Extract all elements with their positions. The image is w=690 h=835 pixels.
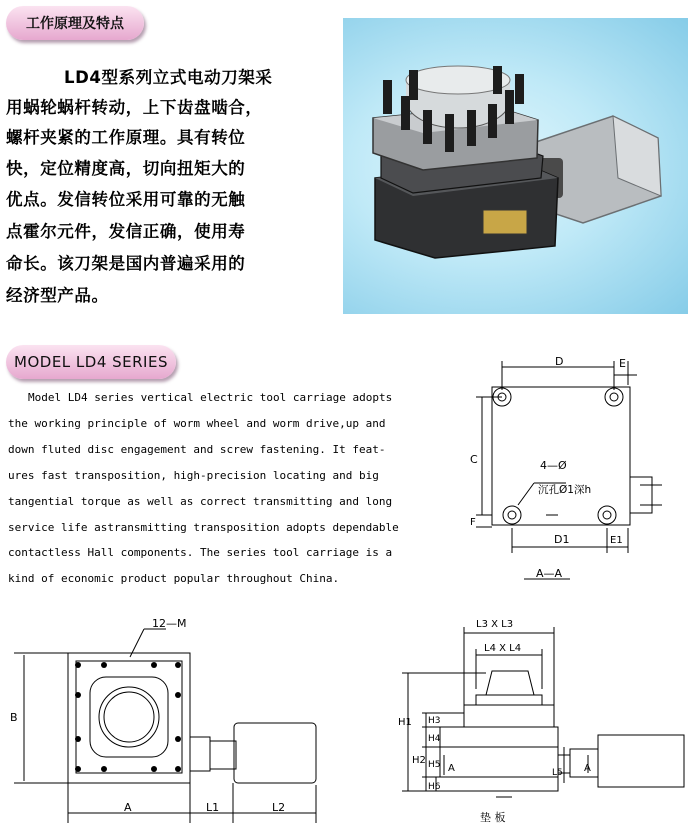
counterbore-label: 沉孔Ø1深h — [538, 484, 592, 496]
tool-carriage-illustration — [343, 18, 688, 314]
side-view-diagram — [392, 615, 688, 833]
dim-h4-label: H4 — [428, 734, 441, 744]
section-title-pill-en — [6, 345, 176, 379]
en-text: down fluted disc engagement and screw fastening. It feat- — [8, 443, 386, 456]
holes-12m-label: 12—M — [152, 617, 187, 630]
dim-h5-label: H5 — [428, 760, 441, 770]
cn-paragraph-line: 点霍尔元件，发信正确，使用寿 — [6, 222, 246, 241]
cn-paragraph-line: 用蜗轮蜗杆转动，上下齿盘啮合， — [6, 98, 263, 117]
dim-l4-label: L4 X L4 — [484, 643, 522, 654]
top-view-diagram — [6, 615, 332, 833]
dim-h1-label: H1 — [398, 717, 412, 728]
dim-e-label: E — [619, 357, 626, 370]
en-text: ures fast transposition, high-precision locating and big — [8, 469, 379, 482]
en-paragraph-line — [8, 572, 382, 585]
dim-h6-label: H6 — [428, 782, 441, 792]
en-paragraph-line — [8, 469, 382, 482]
cn-paragraph-line: LD4型系列立式电动刀架采 — [64, 68, 273, 87]
en-text: kind of economic product popular throughout China. — [8, 572, 340, 585]
dim-h2-label: H2 — [412, 755, 426, 766]
en-paragraph-line — [8, 546, 393, 559]
cn-paragraph-line: 螺杆夹紧的工作原理。具有转位 — [6, 128, 246, 147]
section-aa-label: A—A — [536, 567, 563, 580]
en-text: service life astransmitting transposition adopts dependable — [8, 521, 399, 534]
section-title-en: MODEL LD4 SERIES — [14, 353, 168, 371]
dim-f-label: F — [470, 517, 476, 528]
section-title-pill-cn — [6, 6, 144, 40]
en-text: contactless Hall components. The series tool carriage is a — [8, 546, 393, 559]
dim-l1-label: L1 — [206, 801, 220, 814]
holes-label: 4—Ø — [540, 459, 567, 472]
section-title-cn: 工作原理及特点 — [26, 16, 124, 32]
section-a-left: A — [448, 763, 455, 774]
dim-a-label: A — [124, 801, 132, 814]
cn-paragraph-line: 命长。该刀架是国内普遍采用的 — [6, 254, 246, 273]
dim-b-label: B — [10, 711, 18, 724]
dim-d-label: D — [555, 355, 564, 368]
dim-d1-label: D1 — [554, 533, 570, 546]
en-paragraph-line — [8, 495, 393, 508]
en-paragraph-line — [8, 443, 386, 456]
en-text: tangential torque as well as correct transmitting and long — [8, 495, 393, 508]
en-paragraph-line — [8, 391, 393, 404]
dim-h3-label: H3 — [428, 716, 441, 726]
plate-label: 垫 板 — [480, 811, 506, 824]
section-aa-diagram — [462, 345, 688, 585]
dim-e1-label: E1 — [610, 535, 623, 546]
dim-l3-label: L3 X L3 — [476, 619, 514, 630]
en-paragraph-line — [8, 417, 386, 430]
dim-l5-label: L5 — [552, 768, 563, 778]
dim-l2-label: L2 — [272, 801, 286, 814]
cn-paragraph-line: 经济型产品。 — [6, 286, 109, 305]
cn-paragraph-line: 快，定位精度高，切向扭矩大的 — [6, 159, 246, 178]
cn-paragraph-line: 优点。发信转位采用可靠的无触 — [6, 190, 246, 209]
section-a-right: A — [584, 763, 591, 774]
product-photo — [343, 18, 688, 314]
en-paragraph-line — [8, 521, 399, 534]
en-text: Model LD4 series vertical electric tool carriage adopts — [28, 391, 393, 404]
dim-c-label: C — [470, 453, 478, 466]
en-text: the working principle of worm wheel and worm drive,up and — [8, 417, 386, 430]
